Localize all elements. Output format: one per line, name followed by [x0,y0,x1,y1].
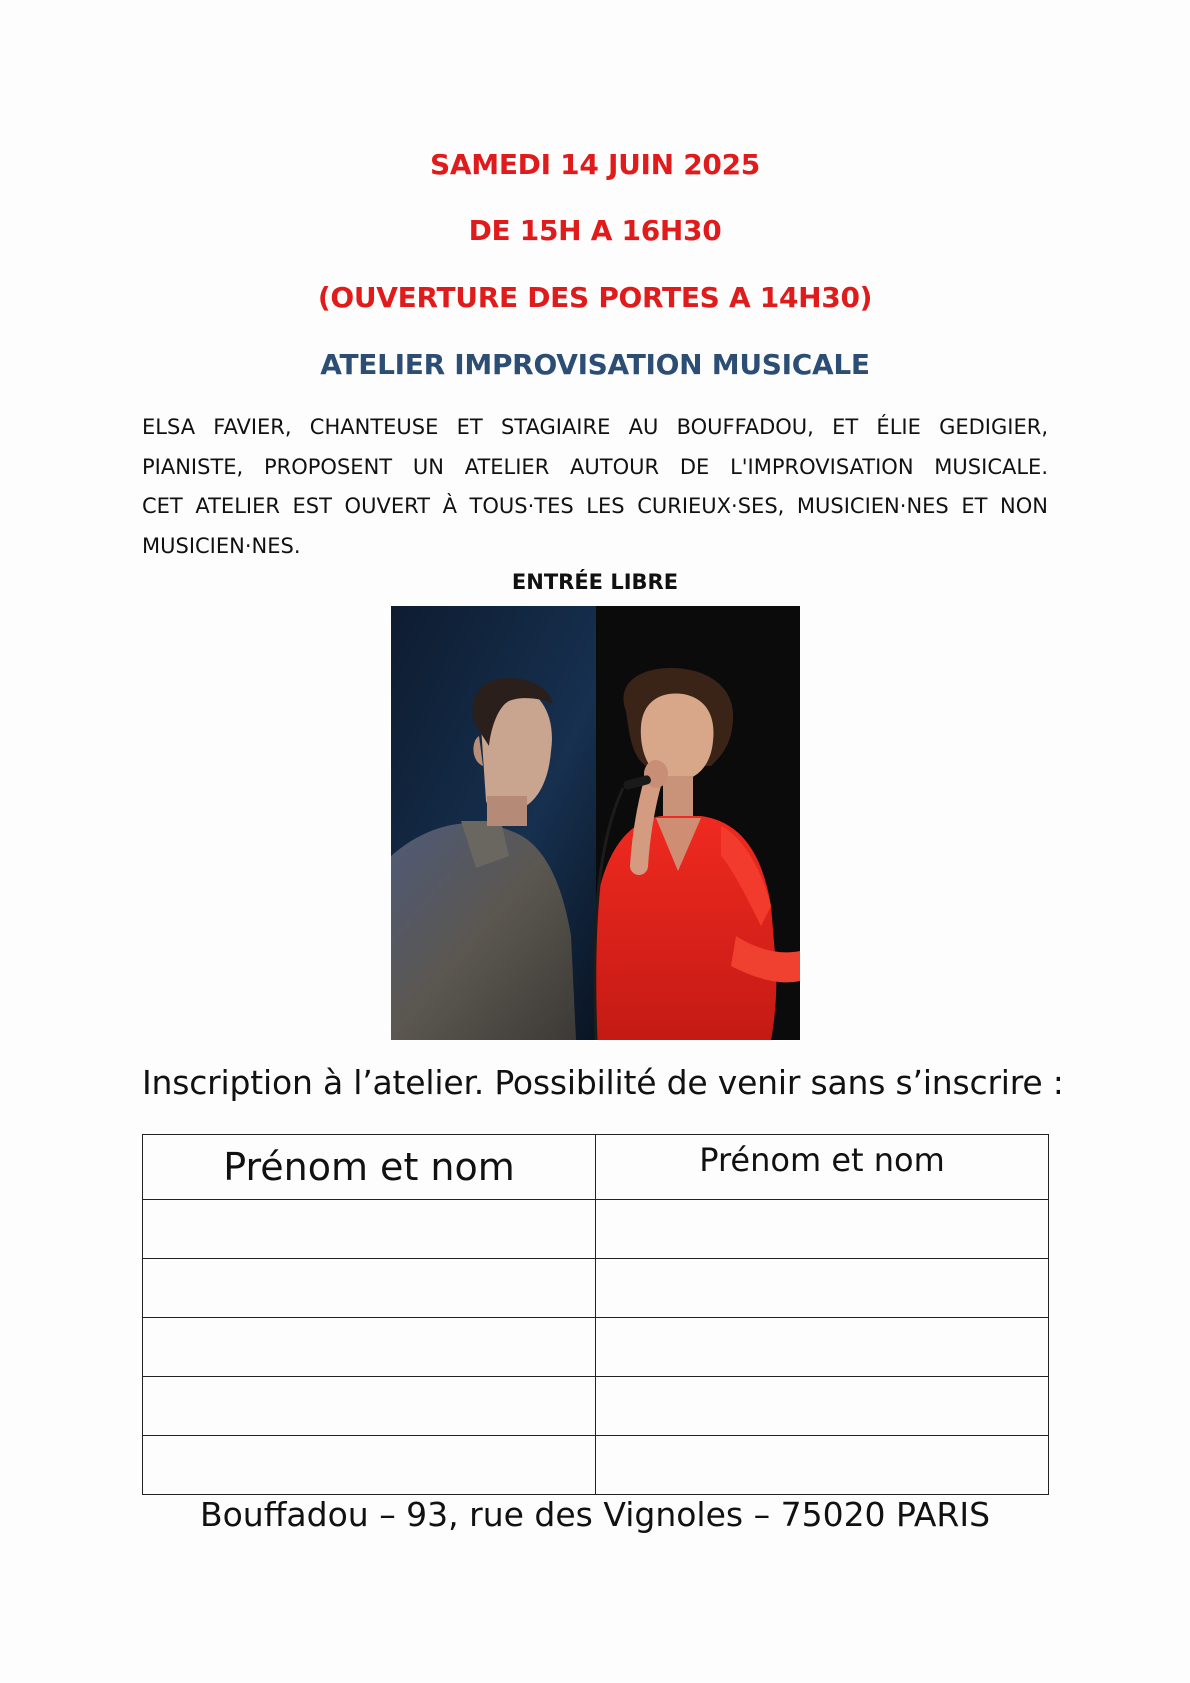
name-cell[interactable] [143,1259,596,1318]
musicians-photo [391,606,800,1040]
name-cell[interactable] [143,1436,596,1495]
event-date: SAMEDI 14 JUIN 2025 [430,148,760,181]
registration-intro: Inscription à l’atelier. Possibilité de venir sans s’inscrire : [142,1063,1064,1102]
table-row [143,1200,1049,1259]
table-row [143,1318,1049,1377]
table-header-row [143,1135,1049,1200]
description-line: ELSA FAVIER, CHANTEUSE ET STAGIAIRE AU BOUFFADOU, ET ÉLIE GEDIGIER, [142,415,1048,439]
table-row [143,1377,1049,1436]
column-header-name-2: Prénom et nom [596,1135,1049,1200]
venue-address: Bouffadou – 93, rue des Vignoles – 75020 PARIS [199,1495,991,1534]
registration-table [142,1134,1049,1495]
name-cell[interactable] [143,1377,596,1436]
description-line: PIANISTE, PROPOSENT UN ATELIER AUTOUR DE L'IMPROVISATION MUSICALE. [142,454,1048,479]
free-entry: ENTRÉE LIBRE [511,570,679,594]
description-line: CET ATELIER EST OUVERT À TOUS·TES LES CURIEUX·SES, MUSICIEN·NES ET NON [142,494,1048,518]
doors-opening: (OUVERTURE DES PORTES A 14H30) [317,281,873,314]
name-cell[interactable] [596,1259,1049,1318]
name-cell[interactable] [143,1200,596,1259]
name-cell[interactable] [596,1200,1049,1259]
table-row [143,1259,1049,1318]
event-time: DE 15H A 16H30 [468,214,722,247]
name-cell[interactable] [143,1318,596,1377]
event-title: ATELIER IMPROVISATION MUSICALE [320,348,870,381]
name-cell[interactable] [596,1436,1049,1495]
name-cell[interactable] [596,1377,1049,1436]
column-header-name-1: Prénom et nom [143,1135,596,1200]
name-cell[interactable] [596,1318,1049,1377]
table-row [143,1436,1049,1495]
description-line: MUSICIEN·NES. [142,533,301,558]
description [142,408,1048,566]
